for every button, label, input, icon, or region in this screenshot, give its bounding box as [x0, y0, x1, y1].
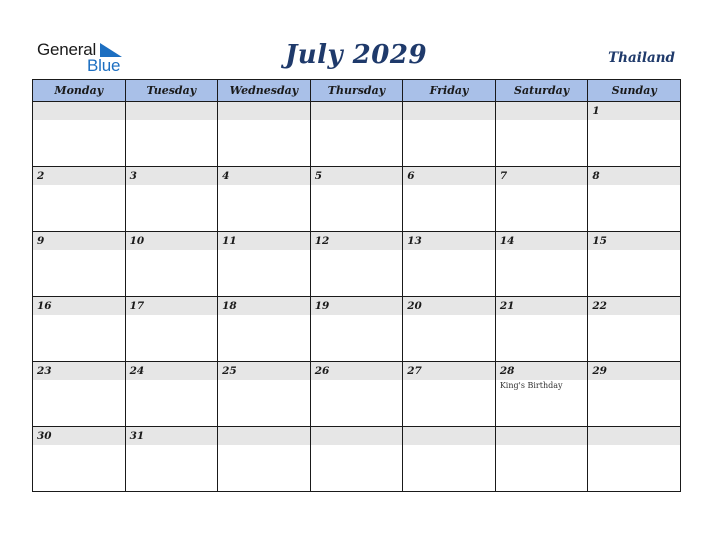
day-cell — [218, 427, 311, 492]
day-number: 31 — [126, 427, 218, 445]
day-cell — [495, 232, 588, 297]
day-number: 11 — [218, 232, 310, 250]
weekday-header: Tuesday — [125, 80, 218, 102]
weekday-header: Saturday — [495, 80, 588, 102]
day-number: 4 — [218, 167, 310, 185]
day-cell — [310, 167, 403, 232]
day-cell — [403, 232, 496, 297]
weekday-header: Thursday — [310, 80, 403, 102]
day-cell — [218, 167, 311, 232]
day-number: 18 — [218, 297, 310, 315]
week-row — [33, 427, 681, 492]
calendar-grid — [32, 79, 681, 492]
day-cell — [218, 297, 311, 362]
day-cell — [495, 102, 588, 167]
day-number — [33, 102, 125, 120]
logo-text-general: General — [37, 40, 97, 59]
day-cell — [125, 232, 218, 297]
day-cell — [310, 297, 403, 362]
day-cell — [33, 362, 126, 427]
day-cell — [218, 232, 311, 297]
day-number: 3 — [126, 167, 218, 185]
day-cell — [33, 232, 126, 297]
day-number: 1 — [588, 102, 680, 120]
day-cell — [310, 427, 403, 492]
week-row — [33, 102, 681, 167]
day-cell — [588, 102, 681, 167]
day-cell — [33, 102, 126, 167]
day-number: 14 — [496, 232, 588, 250]
day-cell — [588, 232, 681, 297]
day-number: 8 — [588, 167, 680, 185]
day-number — [311, 427, 403, 445]
day-number: 22 — [588, 297, 680, 315]
day-cell — [403, 297, 496, 362]
day-number: 23 — [33, 362, 125, 380]
day-cell — [403, 167, 496, 232]
weekday-header: Sunday — [588, 80, 681, 102]
country-label: Thailand — [608, 50, 675, 66]
weekday-header: Monday — [33, 80, 126, 102]
day-number: 28 — [496, 362, 588, 380]
day-cell — [33, 427, 126, 492]
day-cell — [125, 362, 218, 427]
day-number: 15 — [588, 232, 680, 250]
day-cell — [495, 362, 588, 427]
day-number: 20 — [403, 297, 495, 315]
weekday-header-row — [33, 80, 681, 102]
calendar-title: July 2029 — [284, 40, 428, 70]
day-cell — [495, 427, 588, 492]
day-number — [496, 102, 588, 120]
day-number: 12 — [311, 232, 403, 250]
day-number: 27 — [403, 362, 495, 380]
day-cell — [125, 167, 218, 232]
day-cell — [403, 362, 496, 427]
day-number: 30 — [33, 427, 125, 445]
logo-text-blue: Blue — [87, 56, 121, 75]
day-number: 13 — [403, 232, 495, 250]
day-cell — [495, 167, 588, 232]
day-number: 7 — [496, 167, 588, 185]
day-cell — [495, 297, 588, 362]
day-number: 19 — [311, 297, 403, 315]
day-number: 17 — [126, 297, 218, 315]
holiday-label: King's Birthday — [499, 381, 563, 390]
day-number — [588, 427, 680, 445]
day-cell — [33, 297, 126, 362]
day-number: 2 — [33, 167, 125, 185]
day-number — [403, 102, 495, 120]
day-cell — [33, 167, 126, 232]
day-cell — [588, 362, 681, 427]
day-number: 21 — [496, 297, 588, 315]
day-cell — [588, 167, 681, 232]
day-number — [218, 102, 310, 120]
day-number — [403, 427, 495, 445]
week-row — [33, 297, 681, 362]
day-number: 26 — [311, 362, 403, 380]
day-cell — [125, 297, 218, 362]
day-cell — [310, 102, 403, 167]
day-number — [218, 427, 310, 445]
weekday-header: Friday — [403, 80, 496, 102]
day-number: 16 — [33, 297, 125, 315]
day-number — [311, 102, 403, 120]
day-number: 5 — [311, 167, 403, 185]
day-cell — [403, 102, 496, 167]
day-cell — [310, 362, 403, 427]
day-number: 6 — [403, 167, 495, 185]
day-cell — [218, 362, 311, 427]
week-row — [33, 167, 681, 232]
day-cell — [125, 427, 218, 492]
day-number — [496, 427, 588, 445]
day-cell — [125, 102, 218, 167]
week-row — [33, 232, 681, 297]
day-cell — [403, 427, 496, 492]
day-number: 25 — [218, 362, 310, 380]
day-number — [126, 102, 218, 120]
day-cell — [310, 232, 403, 297]
week-row — [33, 362, 681, 427]
day-cell — [218, 102, 311, 167]
day-number: 10 — [126, 232, 218, 250]
day-cell — [588, 427, 681, 492]
day-number: 29 — [588, 362, 680, 380]
day-number: 24 — [126, 362, 218, 380]
day-cell — [588, 297, 681, 362]
weekday-header: Wednesday — [218, 80, 311, 102]
day-number: 9 — [33, 232, 125, 250]
